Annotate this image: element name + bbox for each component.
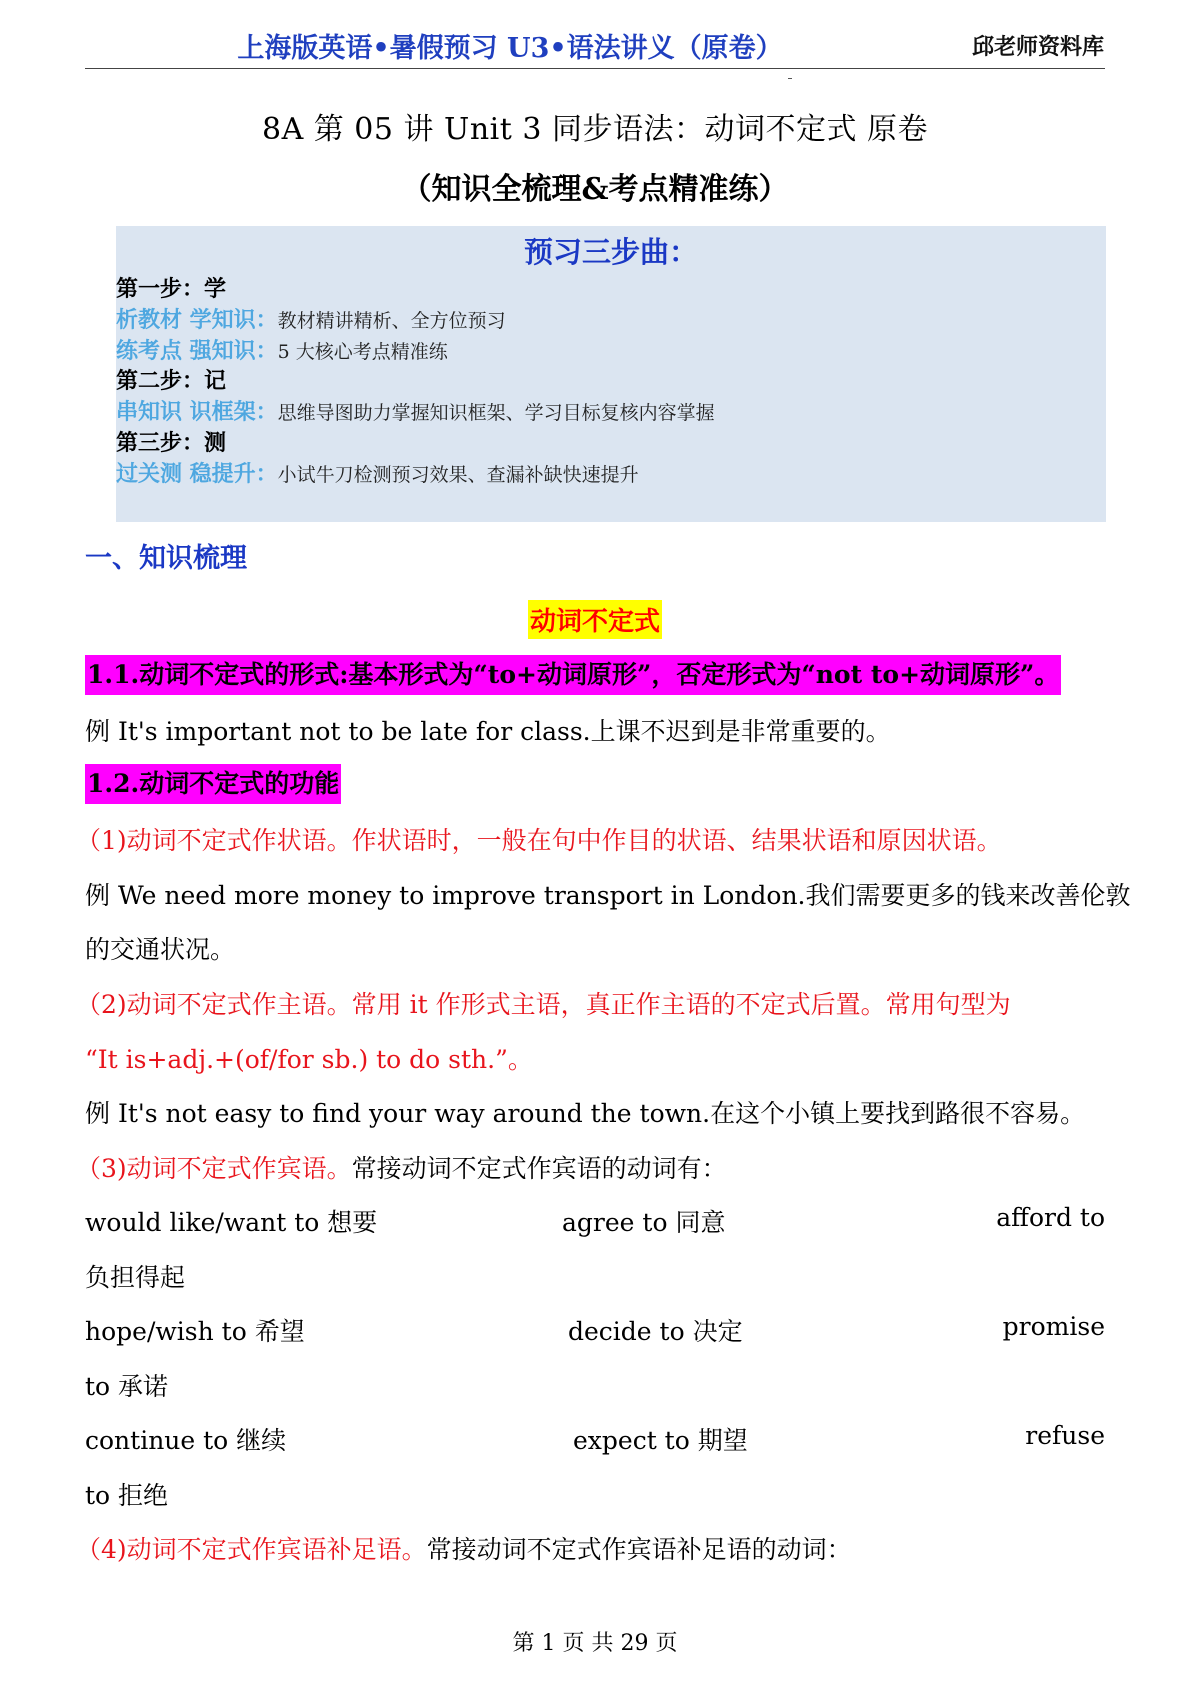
point-3 — [76, 1149, 727, 1185]
verb-item: afford to — [996, 1203, 1105, 1232]
point-3-heading: （3)动词不定式作宾语。 — [76, 1154, 352, 1183]
verb-item: agree to 同意 — [562, 1208, 726, 1237]
verb-row-1-cont: 负担得起 — [85, 1263, 186, 1292]
step-3-item-1 — [116, 457, 639, 488]
example-1: 例 It's important not to be late for class.上课不迟到是非常重要的。 — [85, 717, 891, 746]
step-2-item-1 — [116, 395, 715, 426]
item-highlight: 过关测 稳提升： — [116, 461, 278, 487]
example-2-line-2: 的交通状况。 — [85, 935, 236, 964]
verb-item: expect to 期望 — [573, 1426, 748, 1455]
example-3: 例 It's not easy to find your way around the town.在这个小镇上要找到路很不容易。 — [85, 1099, 1086, 1128]
item-highlight: 析教材 学知识： — [116, 307, 278, 333]
verb-row-3-cont: to 拒绝 — [85, 1481, 169, 1510]
step-1-item-2 — [116, 334, 448, 365]
example-2-line-1: 例 We need more money to improve transport in London.我们需要更多的钱来改善伦敦 — [85, 881, 1131, 910]
verb-row-2-cont: to 承诺 — [85, 1372, 169, 1401]
step-1-item-1 — [116, 303, 506, 334]
item-highlight: 练考点 强知识： — [116, 338, 278, 364]
verb-item: decide to 决定 — [568, 1317, 743, 1346]
verb-item: refuse — [1025, 1421, 1105, 1450]
point-2-line-2: “It is+adj.+(of/for sb.) to do sth.”。 — [85, 1045, 533, 1074]
step-2 — [116, 364, 226, 395]
verb-row-3 — [85, 1421, 1105, 1457]
stray-mark — [788, 78, 792, 79]
item-text: 教材精讲精析、全方位预习 — [277, 310, 506, 332]
verb-item: promise — [1002, 1312, 1105, 1341]
point-1: （1)动词不定式作状语。作状语时，一般在句中作目的状语、结果状语和原因状语。 — [76, 826, 1002, 855]
step-2-label: 第二步：记 — [116, 368, 227, 394]
item-text: 思维导图助力掌握知识框架、学习目标复核内容掌握 — [277, 402, 715, 424]
item-highlight: 串知识 识框架： — [116, 399, 278, 425]
lesson-title: 8A 第 05 讲 Unit 3 同步语法：动词不定式 原卷 — [261, 112, 929, 147]
verb-item: hope/wish to 希望 — [85, 1317, 305, 1346]
step-1 — [116, 272, 226, 303]
point-4-heading: （4)动词不定式作宾语补足语。 — [76, 1535, 427, 1564]
step-1-label: 第一步：学 — [116, 276, 227, 302]
lesson-subtitle: （知识全梳理&考点精准练） — [401, 172, 789, 207]
verb-row-2 — [85, 1312, 1105, 1348]
header-title: 上海版英语•暑假预习 U3•语法讲义（原卷） — [237, 33, 783, 64]
step-3 — [116, 426, 226, 457]
topic-heading: 动词不定式 — [528, 600, 662, 639]
verb-item: would like/want to 想要 — [85, 1208, 378, 1237]
preview-panel — [116, 226, 1106, 522]
point-3-text: 常接动词不定式作宾语的动词有： — [351, 1154, 727, 1183]
section-title: 一、知识梳理 — [85, 543, 247, 574]
heading-1-1: 1.1.动词不定式的形式:基本形式为“to+动词原形”，否定形式为“not to+动词原形”。 — [85, 655, 1061, 695]
point-2-line-1: （2)动词不定式作主语。常用 it 作形式主语，真正作主语的不定式后置。常用句型为 — [76, 990, 1011, 1019]
verb-row-1 — [85, 1203, 1105, 1239]
verb-item: continue to 继续 — [85, 1426, 287, 1455]
item-text: 5 大核心考点精准练 — [277, 341, 448, 363]
point-4-text: 常接动词不定式作宾语补足语的动词： — [426, 1535, 852, 1564]
header-brand: 邱老师资料库 — [971, 34, 1104, 60]
page-footer: 第 1 页 共 29 页 — [512, 1631, 678, 1656]
header-divider — [85, 68, 1105, 69]
item-text: 小试牛刀检测预习效果、查漏补缺快速提升 — [277, 464, 639, 486]
preview-panel-title: 预习三步曲： — [523, 235, 698, 269]
heading-1-2: 1.2.动词不定式的功能 — [85, 764, 341, 804]
point-4 — [76, 1530, 852, 1566]
step-3-label: 第三步：测 — [116, 430, 227, 456]
topic-heading-wrap — [0, 600, 1190, 639]
